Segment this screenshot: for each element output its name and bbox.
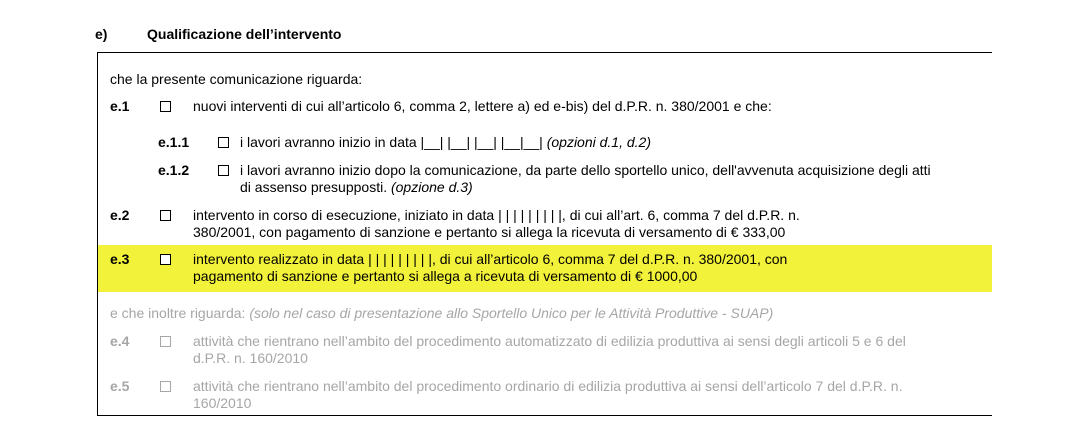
option-e1-checkbox[interactable]	[160, 101, 171, 112]
option-e12-checkbox[interactable]	[218, 165, 229, 176]
section-letter: e)	[95, 26, 108, 42]
option-e12-line2: di assenso presupposti.	[240, 179, 391, 195]
option-e5-checkbox[interactable]	[160, 381, 171, 392]
section-title: Qualificazione dell’intervento	[147, 26, 342, 42]
option-e3-line1: intervento realizzato in data | | | | | | | | |, di cui all’articolo 6, comma 7 del d.P.R. n. 380/2001, con	[193, 251, 788, 267]
option-e2-line1: intervento in corso di esecuzione, iniziato in data | | | | | | | | |, di cui all’art. 6, comma 7 del d.P.R. n.	[193, 207, 800, 223]
option-e5-code: e.5	[110, 378, 130, 394]
option-e2-checkbox[interactable]	[160, 210, 171, 221]
option-e2-code: e.2	[110, 207, 130, 223]
option-e1-code: e.1	[110, 98, 130, 114]
option-e4-line2: d.P.R. n. 160/2010	[193, 350, 308, 366]
option-e4-code: e.4	[110, 333, 130, 349]
intro-text: che la presente comunicazione riguarda:	[110, 71, 363, 87]
option-e11-code: e.1.1	[158, 134, 190, 150]
option-e3-code: e.3	[110, 251, 130, 267]
option-e3-checkbox[interactable]	[160, 254, 171, 265]
option-e5-line2: 160/2010	[193, 395, 252, 411]
option-e12-line1: i lavori avranno inizio dopo la comunicazione, da parte dello sportello unico, dell'avvenuta acquisizione degli atti	[240, 162, 931, 178]
suap-text: e che inoltre riguarda:	[110, 305, 250, 321]
option-e11-checkbox[interactable]	[218, 137, 229, 148]
option-e11-text: i lavori avranno inizio in data |__| |__| |__| |__|__|	[240, 134, 547, 150]
option-e5-line1: attività che rientrano nell’ambito del procedimento ordinario di edilizia produttiva ai sensi dell’articolo 7 del d.P.R. n.	[193, 378, 903, 394]
option-e1-text: nuovi interventi di cui all’articolo 6, comma 2, lettere a) ed e-bis) del d.P.R. n. 380/2001 e che:	[193, 98, 772, 114]
option-e4-checkbox[interactable]	[160, 336, 171, 347]
option-e4-line1: attività che rientrano nell’ambito del procedimento automatizzato di edilizia produttiva ai sensi degli articoli 5 e 6 del	[193, 333, 906, 349]
suap-note: (solo nel caso di presentazione allo Sportello Unico per le Attività Produttive - SUAP)	[249, 305, 774, 321]
option-e11-note: (opzioni d.1, d.2)	[546, 134, 651, 150]
option-e12-code: e.1.2	[158, 162, 190, 178]
option-e3-line2: pagamento di sanzione e pertanto si allega a ricevuta di versamento di € 1000,00	[193, 268, 698, 284]
option-e12-note: (opzione d.3)	[390, 179, 473, 195]
option-e2-line2: 380/2001, con pagamento di sanzione e pertanto si allega la ricevuta di versamento di € 333,00	[193, 224, 786, 240]
form-frame	[97, 52, 992, 416]
